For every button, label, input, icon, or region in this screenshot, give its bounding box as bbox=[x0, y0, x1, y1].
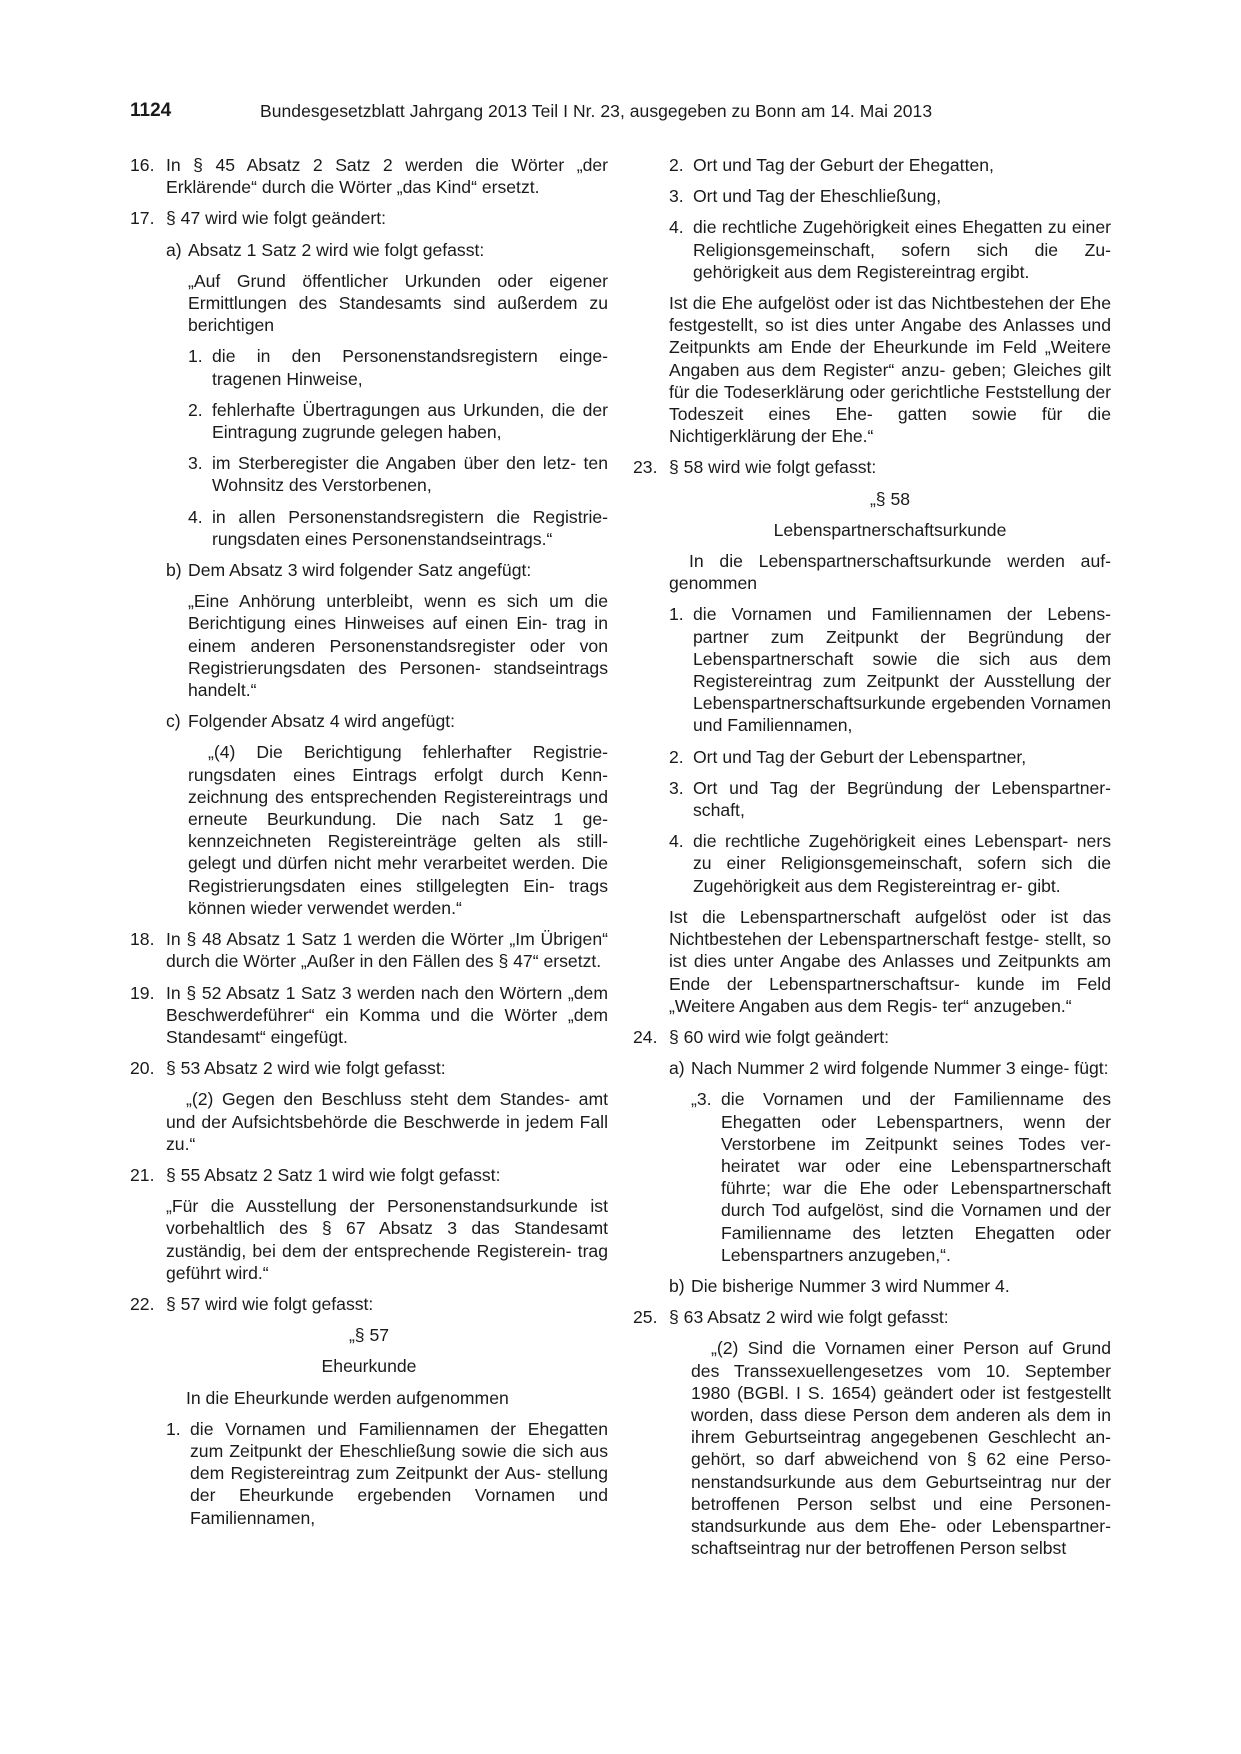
quote-list-item bbox=[188, 452, 608, 496]
item-number: 3. bbox=[669, 777, 684, 798]
gazette-title: Bundesgesetzblatt Jahrgang 2013 Teil I Nr. 23, ausgegeben zu Bonn am 14. Mai 2013 bbox=[260, 101, 933, 121]
item-text: Ort und Tag der Geburt der Ehegatten, bbox=[693, 155, 994, 175]
quote-list-item bbox=[188, 345, 608, 389]
item-number: 22. bbox=[130, 1293, 155, 1314]
quote-list-item bbox=[188, 399, 608, 443]
page-number: 1124 bbox=[130, 100, 172, 121]
quote-list-item bbox=[669, 746, 1111, 768]
item-number: 19. bbox=[130, 982, 155, 1003]
section-heading-57: Eheurkunde bbox=[321, 1356, 417, 1377]
sub-item-letter: a) bbox=[166, 239, 182, 260]
section-closing-57: Ist die Ehe aufgelöst oder ist das Nichtbestehen der Ehe festgestellt, so ist dies unter Angabe des Anlasses und Zeitpunkts am Ende der Eheurkunde im Feld „Weitere Angaben aus dem Register“ anzu- geben; Gleiches gilt für die Todeserklärung oder gerichtliche Feststellung der Todeszeit eines Ehe- gatten sowie für die Nichtigerklärung der Ehe.“ bbox=[669, 293, 1111, 447]
item-number: 4. bbox=[669, 217, 684, 238]
item-number: 1. bbox=[669, 604, 684, 625]
item-text: § 57 wird wie folgt gefasst: bbox=[166, 1293, 374, 1314]
list-item-25 bbox=[633, 1306, 1111, 1328]
sub-item-text: Folgender Absatz 4 wird angefügt: bbox=[188, 711, 456, 732]
item-number: 3. bbox=[669, 186, 684, 207]
item-text: In § 52 Absatz 1 Satz 3 werden nach den Wörtern „dem Beschwerdeführer“ ein Komma und die Wörter „dem Standesamt“ eingefügt. bbox=[166, 982, 608, 1047]
sub-item-24b bbox=[669, 1275, 1111, 1297]
item-number: 4. bbox=[188, 506, 203, 527]
item-text: in allen Personenstandsregistern die Registrie- rungsdaten eines Personenstandseintrags.“ bbox=[212, 506, 608, 549]
sub-item-letter: a) bbox=[669, 1058, 685, 1079]
item-number: 1. bbox=[166, 1418, 181, 1439]
sub-item-17b bbox=[166, 559, 608, 581]
item-number: 16. bbox=[130, 155, 155, 175]
list-item-19 bbox=[130, 982, 608, 1049]
list-item-17 bbox=[130, 207, 608, 229]
page-header bbox=[130, 100, 1120, 130]
quote-list-item bbox=[188, 506, 608, 550]
item-text: In § 48 Absatz 1 Satz 1 werden die Wörter „Im Übrigen“ durch die Wörter „Außer in den Fällen des § 47“ ersetzt. bbox=[166, 929, 608, 972]
item-text: § 58 wird wie folgt gefasst: bbox=[669, 457, 877, 478]
item-text: § 47 wird wie folgt geändert: bbox=[166, 208, 387, 229]
list-item-18 bbox=[130, 928, 608, 972]
quote-list-item bbox=[669, 777, 1111, 821]
item-text: § 60 wird wie folgt geändert: bbox=[669, 1026, 890, 1047]
quote-17c: „(4) Die Berichtigung fehlerhafter Registrie- rungsdaten eines Eintrags erfolgt durch Kenn- zeichnung des entsprechenden Registereintrags und erneute Beurkundung. Die nach Satz 1 ge- kennzeichneten Registereinträge gelten als still- gelegt und dürfen nicht mehr verarbeitet werden. Die Registrierungsdaten eines stillgelegten Ein- trags können wieder verwendet werden.“ bbox=[188, 742, 608, 918]
item-text: Ort und Tag der Begründung der Lebenspartner- schaft, bbox=[693, 777, 1111, 821]
quote-list-item bbox=[669, 216, 1111, 283]
item-text: § 53 Absatz 2 wird wie folgt gefasst: bbox=[166, 1058, 446, 1079]
sub-item-text: Die bisherige Nummer 3 wird Nummer 4. bbox=[691, 1275, 1010, 1296]
quote-17a: „Auf Grund öffentlicher Urkunden oder eigener Ermittlungen des Standesamts sind außerdem zu berichtigen bbox=[188, 270, 608, 336]
quote-list-item bbox=[669, 154, 1111, 176]
item-text: im Sterberegister die Angaben über den letz- ten Wohnsitz des Verstorbenen, bbox=[212, 453, 608, 496]
item-text: Ort und Tag der Geburt der Lebenspartner, bbox=[693, 746, 1027, 767]
sub-item-letter: b) bbox=[166, 560, 182, 581]
list-item-21 bbox=[130, 1164, 608, 1186]
section-number-57: „§ 57 bbox=[348, 1325, 390, 1346]
section-intro-57: In die Eheurkunde werden aufgenommen bbox=[186, 1387, 509, 1408]
quote-list-item bbox=[166, 1418, 608, 1529]
section-closing-58: Ist die Lebenspartnerschaft aufgelöst oder ist das Nichtbestehen der Lebenspartnerschaft festge- stellt, so ist dies unter Angabe des Anlasses und Zeitpunkts am Ende der Lebenspartnerschaftsur- kunde im Feld „Weitere Angaben aus dem Regis- ter“ anzugeben.“ bbox=[669, 906, 1111, 1016]
left-column bbox=[130, 154, 608, 1538]
quote-list-item bbox=[669, 830, 1111, 897]
item-text: die rechtliche Zugehörigkeit eines Ehegatten zu einer Religionsgemeinschaft, sofern sich die Zu- gehörigkeit aus dem Registereintrag ergibt. bbox=[693, 217, 1111, 282]
quote-list-item bbox=[669, 603, 1111, 736]
item-number: 18. bbox=[130, 929, 155, 950]
item-number: 2. bbox=[188, 399, 203, 420]
item-number: 4. bbox=[669, 831, 684, 852]
item-number: 23. bbox=[633, 457, 658, 478]
section-number-58: „§ 58 bbox=[869, 488, 911, 509]
item-text: § 55 Absatz 2 Satz 1 wird wie folgt gefasst: bbox=[166, 1164, 501, 1185]
list-item-16 bbox=[130, 154, 608, 198]
sub-item-letter: b) bbox=[669, 1275, 685, 1296]
item-number: 17. bbox=[130, 208, 155, 229]
sub-item-text: Absatz 1 Satz 2 wird wie folgt gefasst: bbox=[188, 239, 485, 260]
section-intro-58: In die Lebenspartnerschaftsurkunde werden auf- genommen bbox=[669, 551, 1111, 594]
item-text: In § 45 Absatz 2 Satz 2 werden die Wörter „der Erklärende“ durch die Wörter „das Kind“ ersetzt. bbox=[166, 155, 608, 198]
quote-20: „(2) Gegen den Beschluss steht dem Standes- amt und der Aufsichtsbehörde die Beschwerde in jedem Fall zu.“ bbox=[166, 1089, 608, 1154]
item-number: 2. bbox=[669, 155, 684, 175]
item-text: die Vornamen und Familiennamen der Lebens- partner zum Zeitpunkt der Begründung der Lebenspartnerschaft sowie die sich aus dem Registereintrag zum Zeitpunkt der Ausstellung der Lebenspartnerschaftsurkunde ergebenden Vornamen und Familiennamen, bbox=[693, 604, 1111, 736]
list-item-23 bbox=[633, 456, 1111, 478]
item-number: 20. bbox=[130, 1058, 155, 1079]
sub-item-17c bbox=[166, 710, 608, 732]
quote-21: „Für die Ausstellung der Personenstandsurkunde ist vorbehaltlich des § 67 Absatz 3 das Standesamt zuständig, bei dem der entsprechende Registerein- trag geführt wird.“ bbox=[166, 1196, 608, 1283]
item-text: Ort und Tag der Eheschließung, bbox=[693, 186, 942, 207]
list-item-20 bbox=[130, 1057, 608, 1079]
quote-24a bbox=[691, 1088, 1111, 1266]
sub-item-text: Dem Absatz 3 wird folgender Satz angefügt: bbox=[188, 560, 532, 581]
item-text: die Vornamen und Familiennamen der Ehegatten zum Zeitpunkt der Eheschließung sowie die sich aus dem Registereintrag zum Zeitpunkt der Aus- stellung der Eheurkunde ergebenden Vornamen und Familiennamen, bbox=[190, 1418, 608, 1528]
item-number: 25. bbox=[633, 1307, 658, 1328]
quote-17b: „Eine Anhörung unterbleibt, wenn es sich um die Berichtigung eines Hinweises auf einen Ein- trag in einem anderen Personenstandsregister oder von Registrierungsdaten des Personen- standseintrags handelt.“ bbox=[188, 591, 608, 701]
sub-item-letter: c) bbox=[166, 711, 181, 732]
item-number: „3. bbox=[691, 1089, 712, 1110]
item-text: die in den Personenstandsregistern einge- tragenen Hinweise, bbox=[212, 346, 608, 389]
section-heading-58: Lebenspartnerschaftsurkunde bbox=[773, 519, 1007, 540]
right-column bbox=[633, 154, 1111, 1559]
item-number: 24. bbox=[633, 1026, 658, 1047]
list-item-24 bbox=[633, 1026, 1111, 1048]
item-text: fehlerhafte Übertragungen aus Urkunden, die der Eintragung zugrunde gelegen haben, bbox=[212, 399, 608, 443]
item-text: die Vornamen und der Familienname des Ehegatten oder Lebenspartners, wenn der Verstorbene im Zeitpunkt seines Todes ver- heiratet war oder eine Lebenspartnerschaft führte; war die Ehe oder Lebenspartnerschaft durch Tod aufgelöst, sind die Vornamen und der Familienname des letzten Ehegatten oder Lebenspartners anzugeben,“. bbox=[721, 1089, 1111, 1265]
sub-item-24a bbox=[669, 1057, 1111, 1079]
item-number: 1. bbox=[188, 346, 203, 367]
quote-list-item bbox=[669, 185, 1111, 207]
item-number: 21. bbox=[130, 1164, 155, 1185]
item-number: 2. bbox=[669, 746, 684, 767]
item-number: 3. bbox=[188, 453, 203, 474]
sub-item-text: Nach Nummer 2 wird folgende Nummer 3 einge- fügt: bbox=[691, 1058, 1109, 1079]
sub-item-17a bbox=[166, 239, 608, 261]
list-item-22 bbox=[130, 1293, 608, 1315]
item-text: § 63 Absatz 2 wird wie folgt gefasst: bbox=[669, 1307, 949, 1328]
item-text: die rechtliche Zugehörigkeit eines Lebenspart- ners zu einer Religionsgemeinschaft, sofern sich die Zugehörigkeit aus dem Registereintrag er- gibt. bbox=[693, 831, 1111, 896]
quote-25: „(2) Sind die Vornamen einer Person auf Grund des Transsexuellengesetzes vom 10. September 1980 (BGBl. I S. 1654) geändert oder ist festgestellt worden, dass diese Person dem anderen als dem in ihrem Geburtseintrag angegebenen Geschlecht an- gehört, so darf abweichend von § 62 eine Perso- nenstandsurkunde aus dem Geburtseintrag nur der betroffenen Person selbst und eine Personen- standsurkunde aus dem Ehe- oder Lebenspartner- schaftseintrag nur der betroffenen Person selbst bbox=[691, 1338, 1111, 1559]
